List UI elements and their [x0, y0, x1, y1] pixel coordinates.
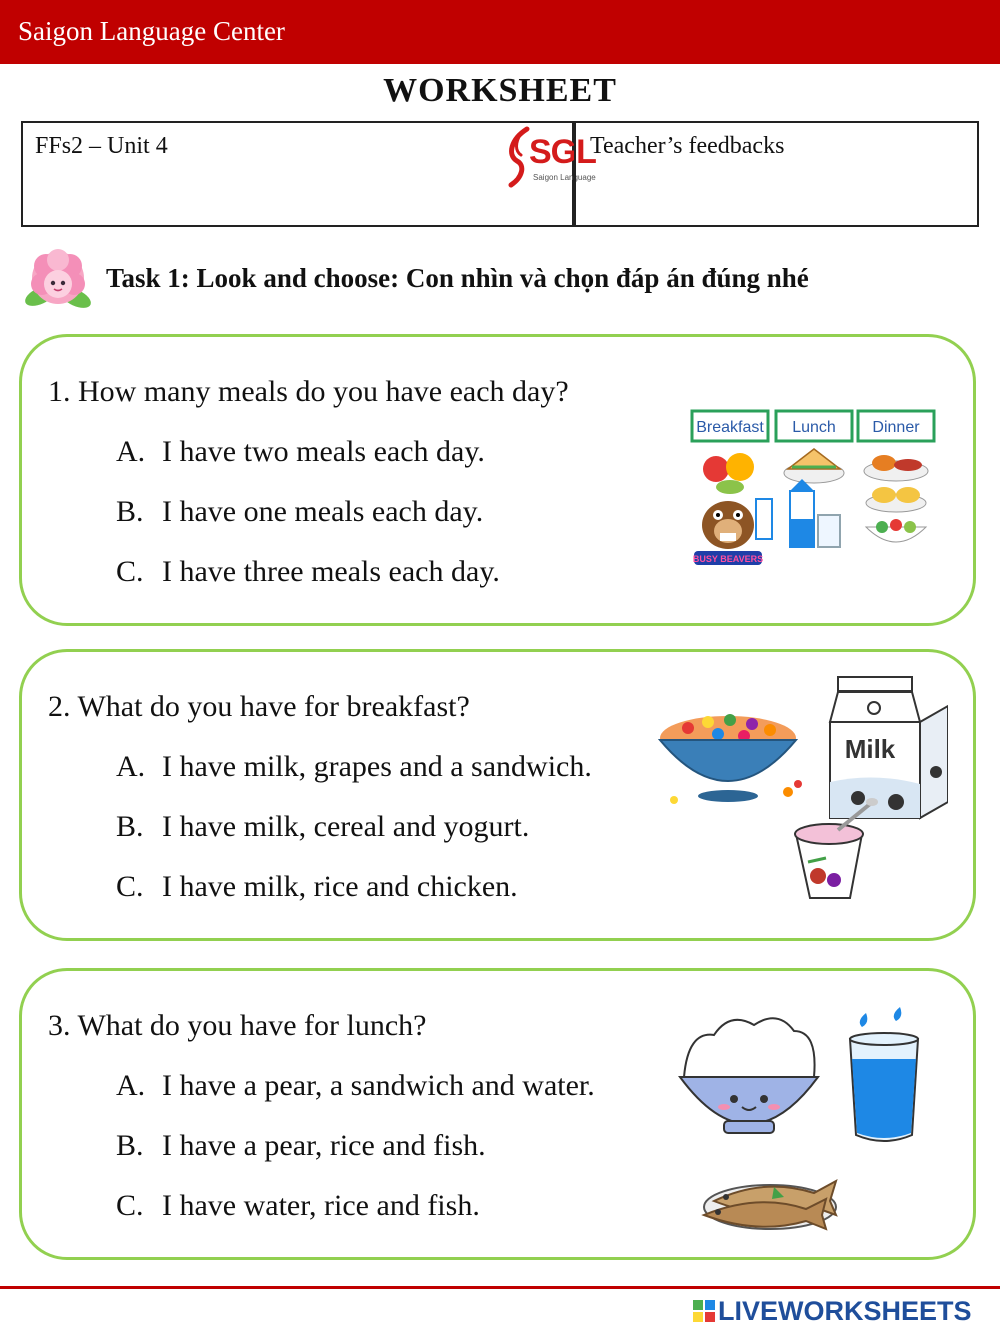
option-a[interactable]: A. I have two meals each day.	[116, 435, 485, 468]
milk-carton-label: Milk	[844, 734, 896, 764]
label-breakfast: Breakfast	[696, 419, 764, 436]
breakfast-illustration	[658, 672, 948, 912]
center-name: Saigon Language Center	[18, 16, 285, 46]
question-text: 3. What do you have for lunch?	[48, 1009, 427, 1042]
unit-label: FFs2 – Unit 4	[35, 133, 168, 159]
question-box-2	[19, 649, 976, 941]
option-a[interactable]: A. I have a pear, a sandwich and water.	[116, 1069, 595, 1102]
question-box-1	[19, 334, 976, 626]
brand-busy-beavers: BUSY BEAVERS	[692, 554, 764, 564]
header-bar	[0, 0, 1000, 64]
task-title: Task 1: Look and choose: Con nhìn và chọn đáp án đúng nhé	[106, 263, 809, 293]
option-c[interactable]: C. I have milk, rice and chicken.	[116, 870, 518, 903]
liveworksheets-text: LIVEWORKSHEETS	[718, 1296, 972, 1326]
option-b[interactable]: B. I have one meals each day.	[116, 495, 484, 528]
option-c[interactable]: C. I have three meals each day.	[116, 555, 500, 588]
question-text: 2. What do you have for breakfast?	[48, 690, 470, 723]
logo-subtitle: Saigon Language	[533, 173, 596, 182]
liveworksheets-logo[interactable]	[692, 1296, 992, 1326]
option-b[interactable]: B. I have a pear, rice and fish.	[116, 1129, 486, 1162]
footer-line	[0, 1286, 1000, 1289]
option-a[interactable]: A. I have milk, grapes and a sandwich.	[116, 750, 592, 783]
meals-illustration	[670, 407, 940, 567]
lunch-illustration	[674, 1001, 944, 1241]
worksheet-title: WORKSHEET	[383, 72, 617, 109]
question-text: 1. How many meals do you have each day?	[48, 375, 569, 408]
feedback-label: Teacher’s feedbacks	[590, 133, 785, 159]
flower-icon	[18, 238, 98, 318]
feedback-box	[574, 121, 979, 227]
sgl-logo	[501, 125, 596, 189]
logo-text: SGL	[529, 133, 596, 171]
option-c[interactable]: C. I have water, rice and fish.	[116, 1189, 480, 1222]
question-box-3	[19, 968, 976, 1260]
label-dinner: Dinner	[872, 419, 920, 436]
unit-box	[21, 121, 596, 227]
label-lunch: Lunch	[792, 419, 836, 436]
liveworksheets-icon	[692, 1296, 716, 1326]
option-b[interactable]: B. I have milk, cereal and yogurt.	[116, 810, 530, 843]
